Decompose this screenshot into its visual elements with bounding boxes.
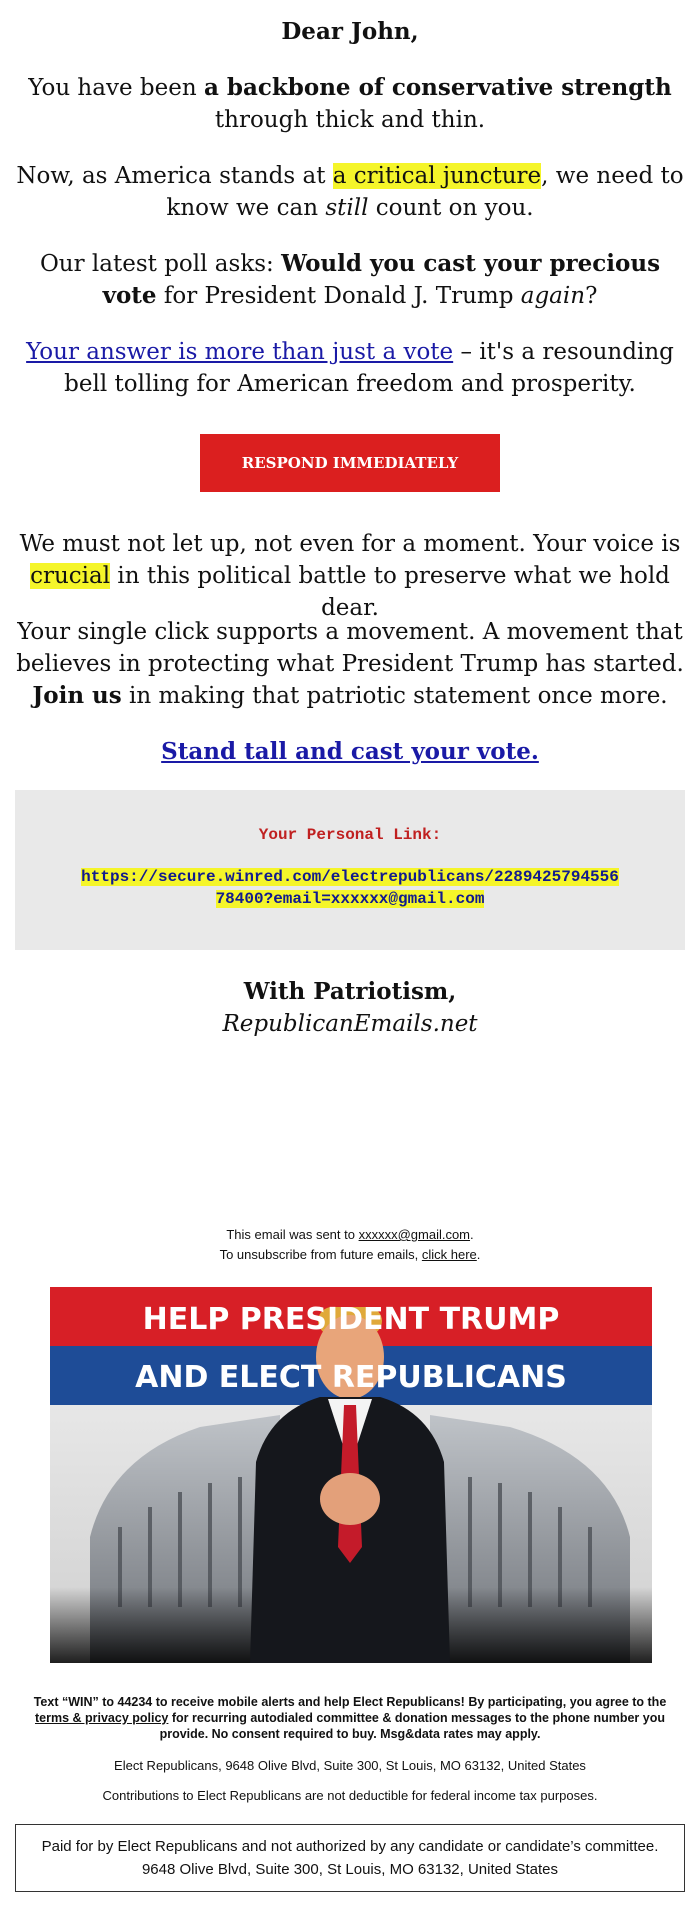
sent-to-email-link[interactable]: xxxxxx@gmail.com [358,1227,471,1242]
signoff: With Patriotism, [243,978,457,1005]
banner-line-2: AND ELECT REPUBLICANS [135,1360,567,1395]
highlight-critical-juncture: a critical juncture [332,163,542,189]
paid-for-text: Paid for by Elect Republicans and not authorized by any candidate or candidate’s committee. 9648 Olive Blvd, Suite 300, St Louis, MO 63132, United States [41,1838,659,1878]
terms-privacy-link[interactable]: terms & privacy policy [34,1711,169,1725]
unsubscribe-link[interactable]: click here [421,1247,477,1262]
personal-link-label: Your Personal Link: [258,826,442,844]
paragraph-poll: Our latest poll asks: Would you cast your precious vote for President Donald J. Trump again? [39,250,661,309]
sent-to-line: This email was sent to xxxxxx@gmail.com. [226,1227,474,1242]
answer-link[interactable]: Your answer is more than just a vote [26,339,454,365]
paragraph-answer: Your answer is more than just a vote – it's a resounding bell tolling for American freedom and prosperity. [26,339,674,397]
signature: RepublicanEmails.net [222,1011,478,1037]
stand-tall-link[interactable]: Stand tall and cast your vote. [161,738,539,765]
sms-disclaimer: Text “WIN” to 44234 to receive mobile alerts and help Elect Republicans! By participating, you agree to the terms & privacy policy for recurring autodialed committee & donation messages to the phone number you provide. No consent required to buy. Msg&data rates may apply. [33,1695,667,1741]
highlight-crucial: crucial [30,563,111,589]
paragraph-backbone: You have been a backbone of conservative strength through thick and thin. [28,74,672,133]
paragraph-juncture: Now, as America stands at a critical juncture, we need to know we can still count on you. [16,163,684,221]
address-line: Elect Republicans, 9648 Olive Blvd, Suite 300, St Louis, MO 63132, United States [114,1758,586,1773]
paragraph-crucial: We must not let up, not even for a moment. Your voice is crucial in this political battle to preserve what we hold dear. [19,531,681,621]
greeting: Dear John, [281,18,419,45]
banner-line-1: HELP PRESIDENT TRUMP [142,1302,560,1337]
personal-link-box [15,790,685,950]
campaign-banner-image[interactable] [50,1287,652,1663]
unsubscribe-line: To unsubscribe from future emails, click here. [219,1247,481,1262]
personal-link-url[interactable]: https://secure.winred.com/electrepublicans/2289425794556 78400?email=xxxxxx@gmail.com [81,868,619,908]
contributions-disclaimer: Contributions to Elect Republicans are not deductible for federal income tax purposes. [102,1788,598,1803]
respond-immediately-button[interactable]: RESPOND IMMEDIATELY [200,434,500,492]
paid-for-box [15,1824,685,1892]
paragraph-movement: Your single click supports a movement. A movement that believes in protecting what President Trump has started. Join us in making that patriotic statement once more. [16,619,684,709]
